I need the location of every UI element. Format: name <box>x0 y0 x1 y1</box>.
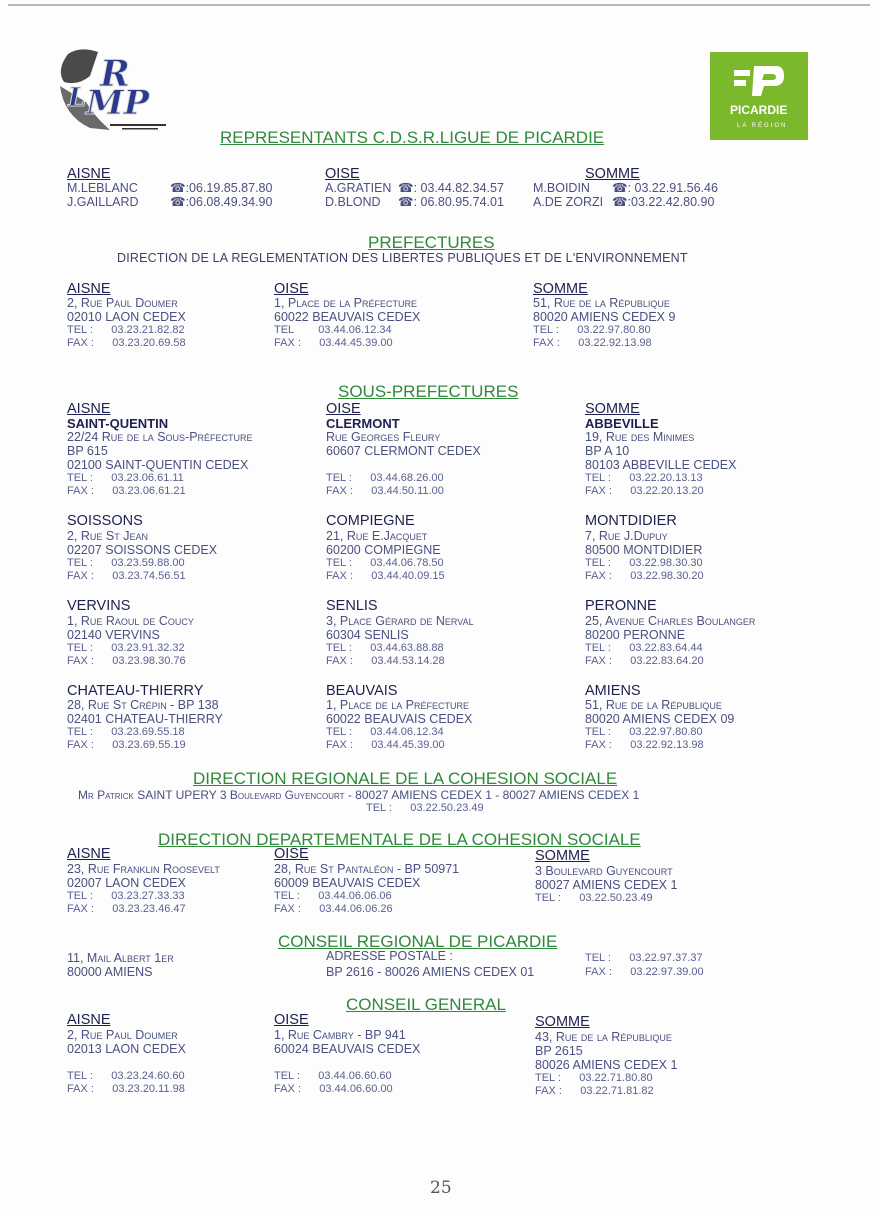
ddcs-somme-tel: TEL : 03.22.50.23.49 <box>535 892 653 904</box>
sp-somme-c3-fax: FAX : 03.22.83.64.20 <box>585 655 704 667</box>
svg-text:L: L <box>68 83 87 113</box>
sp-oise-c4-tel: TEL : 03.44.06.12.34 <box>326 726 444 738</box>
cg-somme-extra: BP 2615 <box>535 1044 583 1058</box>
ddcs-somme-addr: 3 Boulevard Guyencourt <box>535 864 673 878</box>
ddcs-oise-fax: FAX : 03.44.06.06.26 <box>274 903 393 915</box>
pref-aisne-addr: 2, Rue Paul Doumer <box>67 296 178 310</box>
sp-aisne-c3-name: VERVINS <box>67 598 131 614</box>
pref-aisne-fax: FAX : 03.23.20.69.58 <box>67 337 186 349</box>
cr-addr: 11, Mail Albert 1er <box>67 951 174 965</box>
sp-somme-c4-name: AMIENS <box>585 683 641 699</box>
drcs-tel: TEL : 03.22.50.23.49 <box>366 802 484 814</box>
cg-somme-city: 80026 AMIENS CEDEX 1 <box>535 1058 678 1072</box>
ddcs-aisne-tel: TEL : 03.23.27.33.33 <box>67 890 185 902</box>
drcs-title: DIRECTION REGIONALE DE LA COHESION SOCIALE <box>193 769 618 788</box>
page-title: REPRESENTANTS C.D.S.R.LIGUE DE PICARDIE <box>220 128 605 147</box>
pref-aisne-city: 02010 LAON CEDEX <box>67 310 186 324</box>
pref-oise-fax: FAX : 03.44.45.39.00 <box>274 337 393 349</box>
ddcs-oise-heading: OISE <box>274 846 309 862</box>
sp-aisne-c3-tel: TEL : 03.23.91.32.32 <box>67 642 185 654</box>
sp-aisne-c2-tel: TEL : 03.23.59.88.00 <box>67 557 185 569</box>
conseil-general-title: CONSEIL GENERAL <box>346 995 506 1014</box>
sousprefectures-title: SOUS-PREFECTURES <box>338 382 519 401</box>
sp-aisne-c2-addr: 2, Rue St Jean <box>67 529 148 543</box>
sp-oise-c4-name: BEAUVAIS <box>326 683 398 699</box>
sp-somme-c3-name: PERONNE <box>585 598 657 614</box>
sp-aisne-c3-city: 02140 VERVINS <box>67 628 160 642</box>
cg-aisne-addr: 2, Rue Paul Doumer <box>67 1028 178 1042</box>
sp-oise-c2-city: 60200 COMPIEGNE <box>326 543 441 557</box>
sp-somme-c4-city: 80020 AMIENS CEDEX 09 <box>585 712 735 726</box>
sp-somme-c1-addr: 19, Rue des Minimes <box>585 430 695 444</box>
sp-oise-heading: OISE <box>326 401 361 417</box>
sp-oise-c1-addr: Rue Georges Fleury <box>326 430 441 444</box>
pref-somme-heading: SOMME <box>533 281 588 297</box>
cg-somme-addr: 43, Rue de la République <box>535 1030 672 1044</box>
reps-oise-name2: D.BLOND <box>325 195 381 209</box>
drcs-address: Mr Patrick SAINT UPERY 3 Boulevard Guyencourt - 80027 AMIENS CEDEX 1 - 80027 AMIENS CEDEX 1 <box>78 788 640 802</box>
sp-somme-c2-city: 80500 MONTDIDIER <box>585 543 703 557</box>
sp-aisne-heading: AISNE <box>67 401 111 417</box>
picardie-logo-label: PICARDIE <box>730 103 788 117</box>
sp-somme-c1-city: 80103 ABBEVILLE CEDEX <box>585 458 737 472</box>
sp-oise-c2-tel: TEL : 03.44.06.78.50 <box>326 557 444 569</box>
cg-oise-city: 60024 BEAUVAIS CEDEX <box>274 1042 421 1056</box>
sp-aisne-c1-name: SAINT-QUENTIN <box>67 416 169 431</box>
sp-aisne-c1-city: 02100 SAINT-QUENTIN CEDEX <box>67 458 249 472</box>
cr-tel: TEL : 03.22.97.37.37 <box>585 952 703 964</box>
reps-oise-name1: A.GRATIEN <box>325 181 392 195</box>
pref-somme-addr: 51, Rue de la République <box>533 296 670 310</box>
ddcs-aisne-addr: 23, Rue Franklin Roosevelt <box>67 862 220 876</box>
sp-aisne-c2-city: 02207 SOISSONS CEDEX <box>67 543 218 557</box>
sp-somme-c4-tel: TEL : 03.22.97.80.80 <box>585 726 703 738</box>
cr-postal-label: ADRESSE POSTALE : <box>326 949 453 963</box>
sp-oise-c1-name: CLERMONT <box>326 416 400 431</box>
reps-somme-heading: SOMME <box>585 166 640 182</box>
sp-somme-c1-tel: TEL : 03.22.20.13.13 <box>585 472 703 484</box>
pref-aisne-heading: AISNE <box>67 281 111 297</box>
cg-aisne-heading: AISNE <box>67 1012 111 1028</box>
pref-oise-tel: TEL 03.44.06.12.34 <box>274 324 392 336</box>
sp-aisne-c1-fax: FAX : 03.23.06.61.21 <box>67 485 186 497</box>
sp-oise-c1-city: 60607 CLERMONT CEDEX <box>326 444 481 458</box>
reps-oise-phone1: ☎: 03.44.82.34.57 <box>398 181 504 195</box>
sp-somme-c4-fax: FAX : 03.22.92.13.98 <box>585 739 704 751</box>
ddcs-aisne-heading: AISNE <box>67 846 111 862</box>
cr-fax: FAX : 03.22.97.39.00 <box>585 966 704 978</box>
cg-aisne-city: 02013 LAON CEDEX <box>67 1042 186 1056</box>
sp-somme-c1-extra: BP A 10 <box>585 444 630 458</box>
sp-aisne-c3-addr: 1, Rue Raoul de Coucy <box>67 614 194 628</box>
top-rule <box>8 4 870 6</box>
sp-somme-c2-fax: FAX : 03.22.98.30.20 <box>585 570 704 582</box>
cg-oise-fax: FAX : 03.44.06.60.00 <box>274 1083 393 1095</box>
sp-oise-c3-fax: FAX : 03.44.53.14.28 <box>326 655 445 667</box>
sp-somme-c1-name: ABBEVILLE <box>585 416 659 431</box>
ddcs-title: DIRECTION DEPARTEMENTALE DE LA COHESION SOCIALE <box>158 830 641 849</box>
reps-aisne-name2: J.GAILLARD <box>67 195 139 209</box>
pref-oise-heading: OISE <box>274 281 309 297</box>
sp-oise-c4-city: 60022 BEAUVAIS CEDEX <box>326 712 473 726</box>
sp-aisne-c1-extra: BP 615 <box>67 444 108 458</box>
sp-oise-c3-city: 60304 SENLIS <box>326 628 409 642</box>
reps-aisne-name1: M.LEBLANC <box>67 181 138 195</box>
reps-aisne-phone2: ☎:06.08.49.34.90 <box>170 195 273 209</box>
cg-somme-tel: TEL : 03.22.71.80.80 <box>535 1072 653 1084</box>
sp-aisne-c1-tel: TEL : 03.23.06.61.11 <box>67 472 184 484</box>
ddcs-oise-addr: 28, Rue St Pantaléon - BP 50971 <box>274 862 460 876</box>
ddcs-oise-city: 60009 BEAUVAIS CEDEX <box>274 876 421 890</box>
cr-city: 80000 AMIENS <box>67 965 153 979</box>
svg-text:R: R <box>100 53 130 95</box>
pref-somme-fax: FAX : 03.22.92.13.98 <box>533 337 652 349</box>
sp-oise-c4-fax: FAX : 03.44.45.39.00 <box>326 739 445 751</box>
conseil-regional-title: CONSEIL REGIONAL DE PICARDIE <box>278 932 558 951</box>
sp-oise-c4-addr: 1, Place de la Préfecture <box>326 698 470 712</box>
ddcs-aisne-city: 02007 LAON CEDEX <box>67 876 186 890</box>
reps-oise-heading: OISE <box>325 166 360 182</box>
cr-postal: BP 2616 - 80026 AMIENS CEDEX 01 <box>326 965 535 979</box>
cg-aisne-fax: FAX : 03.23.20.11.98 <box>67 1083 185 1095</box>
sp-somme-c2-addr: 7, Rue J.Dupuy <box>585 529 668 543</box>
sp-aisne-c4-tel: TEL : 03.23.69.55.18 <box>67 726 185 738</box>
ddcs-somme-heading: SOMME <box>535 848 590 864</box>
sp-somme-c2-name: MONTDIDIER <box>585 513 677 529</box>
cg-aisne-tel: TEL : 03.23.24.60.60 <box>67 1070 185 1082</box>
cg-oise-addr: 1, Rue Cambry - BP 941 <box>274 1028 406 1042</box>
prefectures-title: PREFECTURES <box>368 233 495 252</box>
sp-somme-c3-tel: TEL : 03.22.83.64.44 <box>585 642 703 654</box>
ddcs-aisne-fax: FAX : 03.23.23.46.47 <box>67 903 186 915</box>
sp-aisne-c2-fax: FAX : 03.23.74.56.51 <box>67 570 186 582</box>
page-number: 25 <box>430 1178 452 1198</box>
sp-oise-c2-fax: FAX : 03.44.40.09.15 <box>326 570 445 582</box>
cg-oise-heading: OISE <box>274 1012 309 1028</box>
pref-oise-addr: 1, Place de la Préfecture <box>274 296 418 310</box>
sp-aisne-c4-fax: FAX : 03.23.69.55.19 <box>67 739 186 751</box>
sp-somme-c3-city: 80200 PERONNE <box>585 628 686 642</box>
sp-oise-c3-name: SENLIS <box>326 598 378 614</box>
cg-somme-fax: FAX : 03.22.71.81.82 <box>535 1085 654 1097</box>
sp-oise-c3-addr: 3, Place Gérard de Nerval <box>326 614 474 628</box>
svg-text:MP: MP <box>86 83 150 123</box>
reps-somme-name1: M.BOIDIN <box>533 181 590 195</box>
ddcs-oise-tel: TEL : 03.44.06.06.06 <box>274 890 392 902</box>
picardie-region-logo <box>710 52 808 140</box>
sp-aisne-c4-addr: 28, Rue St Crépin - BP 138 <box>67 698 219 712</box>
reps-somme-phone2: ☎:03.22.42.80.90 <box>612 195 715 209</box>
sp-somme-c1-fax: FAX : 03.22.20.13.20 <box>585 485 704 497</box>
reps-somme-name2: A.DE ZORZI <box>533 195 604 209</box>
pref-oise-city: 60022 BEAUVAIS CEDEX <box>274 310 421 324</box>
sp-oise-c2-addr: 21, Rue E.Jacquet <box>326 529 428 543</box>
pref-somme-tel: TEL : 03.22.97.80.80 <box>533 324 651 336</box>
pref-somme-city: 80020 AMIENS CEDEX 9 <box>533 310 676 324</box>
sp-oise-c3-tel: TEL : 03.44.63.88.88 <box>326 642 444 654</box>
ligue-logo <box>50 46 170 136</box>
sp-somme-heading: SOMME <box>585 401 640 417</box>
cg-oise-tel: TEL : 03.44.06.60.60 <box>274 1070 392 1082</box>
sp-somme-c2-tel: TEL : 03.22.98.30.30 <box>585 557 703 569</box>
sp-oise-c1-fax: FAX : 03.44.50.11.00 <box>326 485 444 497</box>
reps-aisne-phone1: ☎:06.19.85.87.80 <box>170 181 273 195</box>
sp-aisne-c1-addr: 22/24 Rue de la Sous-Préfecture <box>67 430 253 444</box>
sp-aisne-c4-city: 02401 CHATEAU-THIERRY <box>67 712 223 726</box>
sp-oise-c1-tel: TEL : 03.44.68.26.00 <box>326 472 444 484</box>
reps-aisne-heading: AISNE <box>67 166 111 182</box>
sp-aisne-c4-name: CHATEAU-THIERRY <box>67 683 204 699</box>
sp-somme-c4-addr: 51, Rue de la République <box>585 698 722 712</box>
sp-aisne-c2-name: SOISSONS <box>67 513 143 529</box>
picardie-logo-sub: LA RÉGION <box>737 123 788 129</box>
ddcs-somme-city: 80027 AMIENS CEDEX 1 <box>535 878 678 892</box>
pref-aisne-tel: TEL : 03.23.21.82.82 <box>67 324 185 336</box>
sp-oise-c2-name: COMPIEGNE <box>326 513 415 529</box>
sp-aisne-c3-fax: FAX : 03.23.98.30.76 <box>67 655 186 667</box>
reps-somme-phone1: ☎: 03.22.91.56.46 <box>612 181 718 195</box>
sp-somme-c3-addr: 25, Avenue Charles Boulanger <box>585 614 756 628</box>
prefectures-subtitle: DIRECTION DE LA REGLEMENTATION DES LIBERTES PUBLIQUES ET DE L'ENVIRONNEMENT <box>117 251 688 265</box>
reps-oise-phone2: ☎: 06.80.95.74.01 <box>398 195 504 209</box>
cg-somme-heading: SOMME <box>535 1014 590 1030</box>
